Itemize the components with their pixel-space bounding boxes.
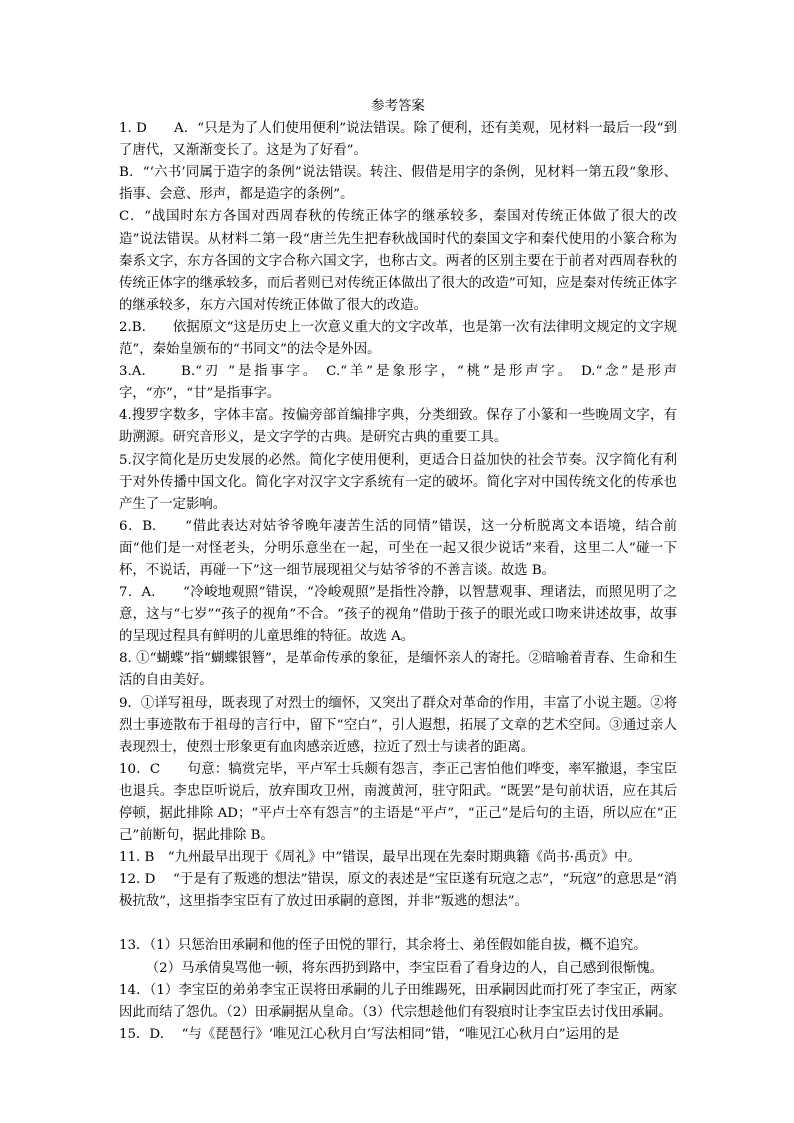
answer-5: 5.汉字简化是历史发展的必然。简化字使用便利，更适合日益加快的社会节奏。汉字简化有利于对外传播中国文化。简化字对汉字文字系统有一定的破坏。简化字对中国传统文化的传承也产生了一定影响。: [119, 452, 677, 512]
answer-13-part-1: 13．（1）只惩治田承嗣和他的侄子田悦的罪行，其余将士、弟侄假如能自拔，概不追究。: [119, 938, 647, 954]
answer-14: 14．（1）李宝臣的弟弟李宝正误将田承嗣的儿子田维踢死，田承嗣因此而打死了李宝正，两家因此而结了怨仇。（2）田承嗣据从皇命。（3）代宗想趁他们有裂痕时让李宝臣去讨伐田承嗣。: [119, 982, 677, 1020]
answer-15: 15．D. “与《琵琶行》‘唯见江心秋月白’写法相同”错，“唯见江心秋月白”运用的是: [119, 1026, 620, 1042]
answer-1-option-b: B．“‘六书’同属于造字的条例”说法错误。转注、假借是用字的条例，见材料一第五段“象形、指事、会意、形声，都是造字的条例”。: [119, 165, 677, 203]
answer-9: 9．①详写祖母，既表现了对烈士的缅怀，又突出了群众对革命的作用，丰富了小说主题。②将烈士事迹散布于祖母的言行中，留下“空白”，引人遐想，拓展了文章的艺术空间。③通过亲人表现烈士，使烈士形象更有血肉感亲近感，拉近了烈士与读者的距离。: [119, 695, 677, 755]
answer-8: 8. ①“蝴蝶”指“蝴蝶银簪”，是革命传承的象征，是缅怀亲人的寄托。②暗喻着青春、生命和生活的自由美好。: [119, 651, 677, 689]
answer-13-part-2: （2）马承倩臭骂他一顿，将东西扔到路中，李宝臣看了看身边的人，自己感到很惭愧。: [145, 960, 664, 976]
answer-4: 4.搜罗字数多，字体丰富。按偏旁部首编排字典，分类细致。保存了小篆和一些晚周文字，有助溯源。研究音形义，是文字学的古典。是研究古典的重要工具。: [119, 408, 677, 446]
answer-1-option-c: C．“战国时东方各国对西周春秋的传统正体字的继承较多，秦国对传统正体做了很大的改造”说法错误。从材料二第一段“唐兰先生把春秋战国时代的秦国文字和秦代使用的小篆合称为秦系文字，东方各国的文字合称六国文字，也称古文。两者的区别主要在于前者对西周春秋的传统正体字的继承较多，而后者则已对传统正体做出了很大的改造”可知，应是秦对传统正体字的继承较多，东方六国对传统正体做了很大的改造。: [119, 209, 677, 313]
answer-2: 2.B. 依据原文“这是历史上一次意义重大的文字改革，也是第一次有法律明文规定的文字规范”，秦始皇颁布的“书同文”的法令是外因。: [119, 319, 677, 358]
answer-1: 1. D A．“只是为了人们使用便利”说法错误。除了便利，还有美观，见材料一最后一段“到了唐代，又渐渐变长了。这是为了好看”。: [119, 121, 677, 159]
answer-10: 10．C 句意：犒赏完毕，平卢军士兵颇有怨言，李正己害怕他们哗变，率军撤退，李宝臣也退兵。李忠臣听说后，放弃围攻卫州，南渡黄河，驻守阳武。“既罢”是句前状语，应在其后停顿，据此排除 AD；“平卢士卒有怨言”的主语是“平卢”，“正己”是后句的主语，所以应在“正己”前断句，据此排除 B。: [119, 761, 677, 844]
answer-11: 11. B “九州最早出现于《周礼》中”错误，最早出现在先秦时期典籍《尚书·禹贡》中。: [119, 850, 642, 866]
answer-6: 6．B. “借此表达对姑爷爷晚年凄苦生活的同情”错误，这一分析脱离文本语境，结合前面“他们是一对怪老头，分明乐意坐在一起，可坐在一起又很少说话”来看，这里二人“碰一下杯，不说话，再碰一下”这一细节展现祖父与姑爷爷的不善言谈。故选 B。: [119, 518, 677, 578]
answer-7: 7．A. “冷峻地观照”错误，“冷峻观照”是指性冷静，以智慧观事、理诸法，而照见明了之意，这与“七岁”“孩子的视角”不合。“孩子的视角”借助于孩子的眼光或口吻来讲述故事，故事的呈现过程具有鲜明的儿童思维的特征。故选 A。: [119, 585, 677, 645]
page-title: 参考答案: [371, 99, 425, 114]
answer-3: 3.A. B.“刃 ”是指事字。 C.“羊”是象形字，“桃”是形声字。 D.“念”是形声字，“亦”，“甘”是指事字。: [119, 364, 677, 402]
section-gap: [119, 913, 677, 935]
answer-key-body: [119, 96, 677, 1046]
answer-12: 12. D “于是有了叛逃的想法”错误，原文的表述是“宝臣遂有玩寇之志”，“玩寇”的意思是“消极抗敌”，这里指李宝臣有了放过田承嗣的意图，并非“叛逃的想法”。: [119, 872, 677, 910]
